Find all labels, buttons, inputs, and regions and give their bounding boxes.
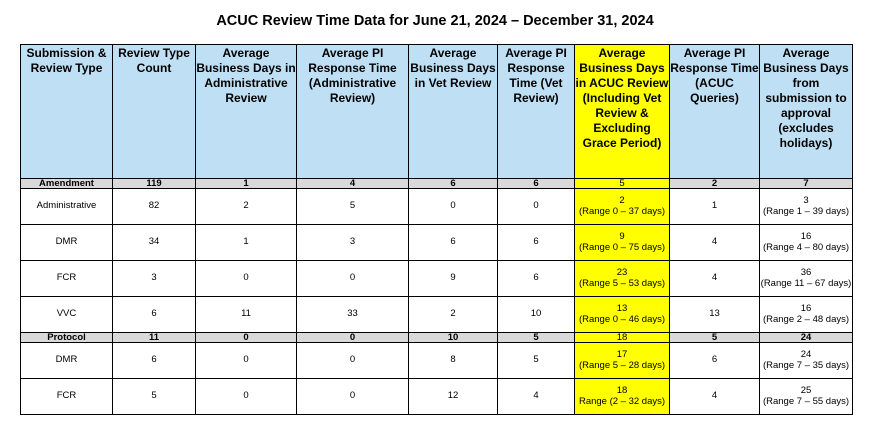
table-cell	[409, 261, 498, 297]
table-cell	[297, 343, 409, 379]
cell-value: 10	[447, 332, 459, 343]
cell-range: Range (2 – 32 days)	[578, 395, 666, 407]
column-header: Submission & Review Type	[21, 45, 113, 179]
table-cell	[498, 261, 575, 297]
table-row	[21, 297, 853, 333]
table-cell	[196, 343, 297, 379]
table-cell	[670, 333, 760, 343]
cell-value: Amendment	[39, 178, 94, 189]
table-cell	[670, 189, 760, 225]
cell-value: 12	[447, 390, 459, 402]
cell-value: 0	[349, 390, 356, 402]
table-cell	[498, 297, 575, 333]
table-cell	[409, 189, 498, 225]
table-cell	[409, 179, 498, 189]
cell-value: 5	[151, 390, 157, 402]
cell-value: 119	[146, 178, 162, 189]
table-cell	[409, 225, 498, 261]
table-cell	[760, 179, 853, 189]
table-row	[21, 379, 853, 415]
column-header-highlighted: Average Business Days in ACUC Review (Including Vet Review & Excluding Grace Period)	[575, 45, 670, 179]
cell-value: FCR	[56, 272, 77, 284]
table-cell	[575, 333, 670, 343]
table-cell	[498, 343, 575, 379]
cell-value: 0	[533, 200, 539, 212]
cell-value: VVC	[56, 308, 77, 320]
cell-value: 18	[616, 385, 628, 396]
table-cell	[670, 379, 760, 415]
column-header: Average PI Response Time (Vet Review)	[498, 45, 575, 179]
table-cell	[297, 225, 409, 261]
table-cell	[760, 261, 853, 297]
cell-value: Protocol	[47, 332, 86, 343]
table-cell	[297, 297, 409, 333]
cell-value: 5	[349, 200, 356, 212]
table-body	[21, 179, 853, 415]
cell-value: 24	[800, 332, 812, 343]
row-label-cell	[21, 179, 113, 189]
cell-value: 6	[533, 272, 539, 284]
cell-value: Administrative	[36, 200, 97, 212]
row-label-cell	[21, 189, 113, 225]
table-cell	[297, 179, 409, 189]
cell-value: 0	[349, 354, 356, 366]
review-time-table	[20, 44, 853, 415]
table-cell	[760, 297, 853, 333]
cell-value: 4	[533, 390, 539, 402]
cell-value: 0	[243, 272, 249, 284]
table-cell	[498, 189, 575, 225]
table-cell	[670, 225, 760, 261]
table-cell	[498, 333, 575, 343]
column-header: Average Business Days from submission to approval (excludes holidays)	[760, 45, 853, 179]
row-label-cell	[21, 261, 113, 297]
table-row	[21, 261, 853, 297]
cell-value: 4	[349, 178, 356, 189]
table-cell	[113, 297, 196, 333]
cell-value: 6	[533, 178, 539, 189]
cell-value: 25	[800, 385, 812, 396]
cell-value: 34	[148, 236, 160, 248]
table-cell	[113, 225, 196, 261]
column-header: Average PI Response Time (Administrative Review)	[297, 45, 409, 179]
cell-value: 2	[243, 200, 249, 212]
table-cell	[297, 333, 409, 343]
table-row	[21, 225, 853, 261]
row-label-cell	[21, 379, 113, 415]
cell-value: 5	[619, 178, 625, 189]
table-cell	[113, 333, 196, 343]
cell-value: 13	[616, 303, 628, 314]
cell-range: (Range 2 – 48 days)	[762, 313, 850, 325]
table-cell	[409, 297, 498, 333]
cell-value: 3	[803, 195, 809, 206]
cell-value: 17	[616, 349, 628, 360]
cell-value: 2	[619, 195, 625, 206]
cell-value: 0	[243, 390, 249, 402]
cell-value: 24	[800, 349, 812, 360]
cell-value: 5	[533, 332, 539, 343]
cell-range: (Range 5 – 53 days)	[578, 277, 666, 289]
cell-value: 33	[347, 308, 358, 320]
cell-range: (Range 5 – 28 days)	[578, 359, 666, 371]
header-row	[21, 45, 853, 179]
row-label-cell	[21, 297, 113, 333]
table-row	[21, 343, 853, 379]
table-cell	[113, 261, 196, 297]
table-cell	[297, 189, 409, 225]
cell-value: 0	[243, 354, 249, 366]
page-title: ACUC Review Time Data for June 21, 2024 – December 31, 2024	[216, 13, 654, 29]
cell-value: 0	[243, 332, 249, 343]
table-cell	[760, 379, 853, 415]
cell-range: (Range 0 – 37 days)	[578, 205, 666, 217]
row-label-cell	[21, 333, 113, 343]
column-header: Average PI Response Time (ACUC Queries)	[670, 45, 760, 179]
cell-value: 16	[800, 231, 812, 242]
row-label-cell	[21, 225, 113, 261]
table-cell	[670, 179, 760, 189]
cell-value: 2	[711, 178, 718, 189]
cell-value: 6	[151, 354, 157, 366]
table-cell	[498, 379, 575, 415]
table-cell	[113, 189, 196, 225]
cell-value: 18	[616, 332, 628, 343]
cell-value: 6	[151, 308, 157, 320]
table-cell	[760, 189, 853, 225]
table-cell	[575, 225, 670, 261]
table-cell	[196, 333, 297, 343]
cell-value: DMR	[55, 354, 78, 366]
table-cell	[575, 379, 670, 415]
cell-value: 6	[711, 354, 718, 366]
table-cell	[113, 179, 196, 189]
cell-value: 1	[243, 236, 249, 248]
cell-range: (Range 1 – 39 days)	[762, 205, 850, 217]
cell-value: 2	[450, 308, 456, 320]
table-cell	[575, 297, 670, 333]
cell-value: 4	[711, 390, 718, 402]
table-cell	[113, 343, 196, 379]
table-cell	[575, 343, 670, 379]
cell-range: (Range 7 – 35 days)	[762, 359, 850, 371]
cell-value: 0	[349, 332, 356, 343]
cell-value: 13	[709, 308, 720, 320]
cell-value: 4	[711, 236, 718, 248]
cell-value: 11	[148, 332, 160, 343]
table-cell	[575, 261, 670, 297]
table-cell	[575, 189, 670, 225]
table-cell	[760, 343, 853, 379]
cell-value: 10	[530, 308, 542, 320]
cell-range: (Range 11 – 67 days)	[760, 277, 852, 289]
group-row	[21, 179, 853, 189]
table-cell	[760, 225, 853, 261]
cell-value: 3	[151, 272, 157, 284]
table-cell	[196, 261, 297, 297]
table-cell	[297, 261, 409, 297]
cell-value: 9	[450, 272, 456, 284]
group-row	[21, 333, 853, 343]
table-cell	[196, 297, 297, 333]
cell-value: 0	[349, 272, 356, 284]
cell-range: (Range 0 – 75 days)	[578, 241, 666, 253]
table-cell	[498, 225, 575, 261]
cell-value: 0	[450, 200, 456, 212]
cell-range: (Range 7 – 55 days)	[762, 395, 850, 407]
cell-value: DMR	[55, 236, 78, 248]
cell-value: 1	[243, 178, 249, 189]
cell-value: 82	[148, 200, 160, 212]
cell-value: 16	[800, 303, 812, 314]
column-header: Review Type Count	[113, 45, 196, 179]
table-row	[21, 189, 853, 225]
table-cell	[498, 179, 575, 189]
table-cell	[196, 189, 297, 225]
cell-value: 4	[711, 272, 718, 284]
column-header: Average Business Days in Vet Review	[409, 45, 498, 179]
table-cell	[575, 179, 670, 189]
cell-value: 1	[711, 200, 718, 212]
row-label-cell	[21, 343, 113, 379]
table-cell	[196, 225, 297, 261]
cell-value: 36	[800, 267, 812, 278]
table-cell	[196, 379, 297, 415]
cell-value: FCR	[56, 390, 77, 402]
table-cell	[670, 261, 760, 297]
table-cell	[760, 333, 853, 343]
cell-value: 6	[450, 178, 456, 189]
cell-value: 5	[711, 332, 718, 343]
cell-value: 5	[533, 354, 539, 366]
column-header: Average Business Days in Administrative Review	[196, 45, 297, 179]
cell-range: (Range 0 – 46 days)	[578, 313, 666, 325]
table-cell	[196, 179, 297, 189]
table-cell	[409, 343, 498, 379]
cell-value: 6	[533, 236, 539, 248]
table-cell	[670, 343, 760, 379]
table-cell	[670, 297, 760, 333]
table-cell	[297, 379, 409, 415]
cell-value: 6	[450, 236, 456, 248]
cell-value: 11	[241, 308, 251, 320]
table-cell	[409, 333, 498, 343]
cell-value: 3	[349, 236, 356, 248]
cell-range: (Range 4 – 80 days)	[762, 241, 850, 253]
table-cell	[113, 379, 196, 415]
cell-value: 8	[450, 354, 456, 366]
cell-value: 7	[803, 178, 809, 189]
table-cell	[409, 379, 498, 415]
cell-value: 23	[616, 267, 628, 278]
cell-value: 9	[619, 231, 625, 242]
